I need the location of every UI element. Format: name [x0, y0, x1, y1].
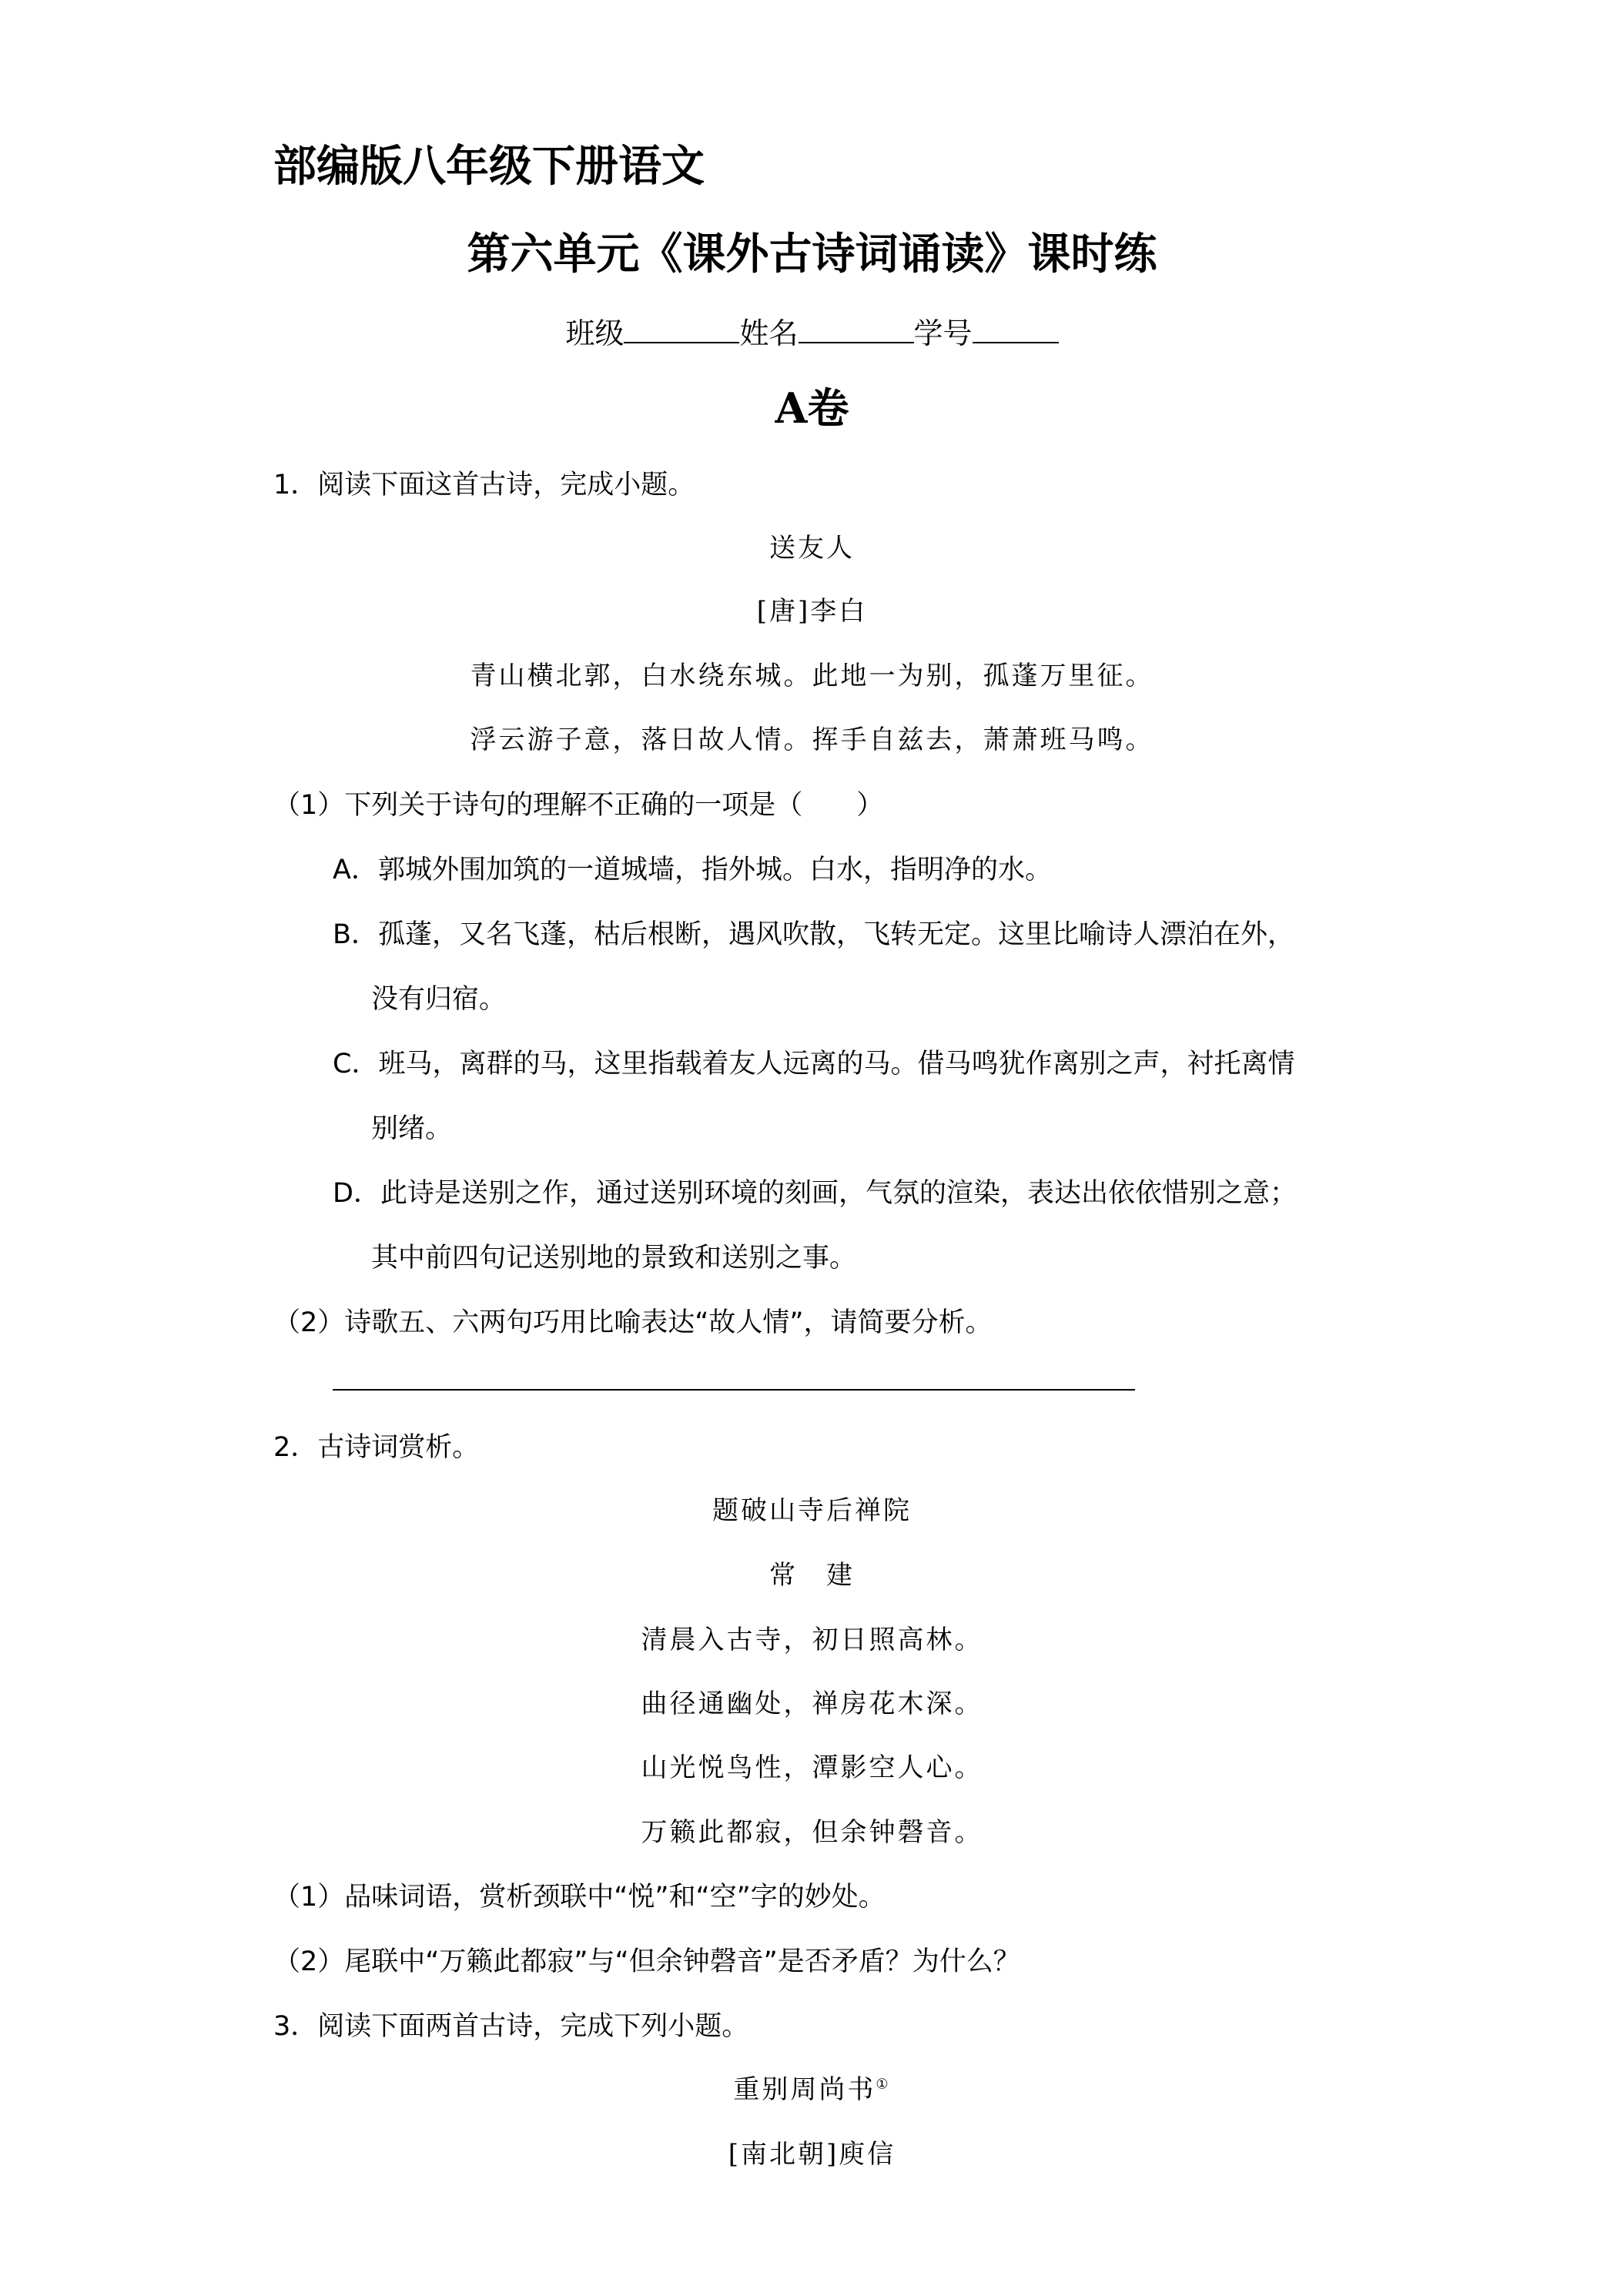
q1-poem-author: [唐]李白	[756, 596, 868, 627]
name-label: 姓名	[739, 316, 799, 350]
q1-stem: 1．阅读下面这首古诗，完成小题。	[273, 470, 695, 500]
q3-poem-author: [南北朝]庾信	[728, 2139, 896, 2170]
q1-option-c-line-1: C．班马，离群的马，这里指载着友人远离的马。借马鸣犹作离别之声，衬托离情	[333, 1049, 1295, 1079]
subject-title: 部编版八年级下册语文	[273, 142, 705, 192]
q1-option-b-line-2: 没有归宿。	[371, 984, 507, 1015]
q2-poem-title: 题破山寺后禅院	[712, 1495, 912, 1526]
q1-sub2: （2）诗歌五、六两句巧用比喻表达“故人情”，请简要分析。	[273, 1307, 993, 1338]
number-blank[interactable]	[973, 317, 1059, 343]
q1-option-b-line-1: B．孤蓬，又名飞蓬，枯后根断，遇风吹散，飞转无定。这里比喻诗人漂泊在外，	[333, 919, 1295, 950]
q1-option-a: A．郭城外围加筑的一道城墙，指外城。白水，指明净的水。	[333, 855, 1052, 885]
class-blank[interactable]	[624, 317, 739, 343]
q1-option-d-line-1: D．此诗是送别之作，通过送别环境的刻画，气氛的渲染，表达出依依惜别之意；	[333, 1178, 1297, 1209]
q1-poem-title: 送友人	[769, 533, 855, 564]
q1-option-d-line-2: 其中前四句记送别地的景致和送别之事。	[371, 1243, 857, 1274]
q2-poem-author: 常 建	[769, 1560, 855, 1591]
q3-poem-title-wrap	[0, 2068, 1624, 2106]
q1-poem-line-1: 青山横北郭，白水绕东城。此地一为别，孤蓬万里征。	[470, 661, 1154, 691]
page-title: 第六单元《课外古诗词诵读》课时练	[467, 229, 1157, 279]
section-title: A卷	[775, 383, 849, 433]
student-info-line	[0, 310, 1624, 352]
q2-sub2: （2）尾联中“万籁此都寂”与“但余钟磬音”是否矛盾？为什么？	[273, 1946, 1020, 1977]
q1-poem-line-2: 浮云游子意，落日故人情。挥手自兹去，萧萧班马鸣。	[470, 725, 1154, 755]
q2-poem-line-2: 曲径通幽处，禅房花木深。	[641, 1689, 983, 1719]
q2-stem: 2．古诗词赏析。	[273, 1432, 480, 1463]
q1-answer-line[interactable]	[333, 1389, 1135, 1391]
q3-poem-title: 重别周尚书	[733, 2074, 876, 2105]
name-blank[interactable]	[799, 317, 914, 343]
q3-stem: 3．阅读下面两首古诗，完成下列小题。	[273, 2011, 749, 2042]
q2-sub1: （1）品味词语，赏析颈联中“悦”和“空”字的妙处。	[273, 1882, 886, 1913]
q2-poem-line-1: 清晨入古寺，初日照高林。	[641, 1625, 983, 1655]
q1-option-c-line-2: 别绪。	[371, 1113, 453, 1144]
q2-poem-line-4: 万籁此都寂，但余钟磬音。	[641, 1817, 983, 1848]
class-label: 班级	[565, 316, 624, 350]
q1-sub1: （1）下列关于诗句的理解不正确的一项是（ ）	[273, 790, 884, 821]
footnote-mark: ①	[876, 2076, 891, 2093]
number-label: 学号	[913, 316, 973, 350]
q2-poem-line-3: 山光悦鸟性，潭影空人心。	[641, 1752, 983, 1783]
